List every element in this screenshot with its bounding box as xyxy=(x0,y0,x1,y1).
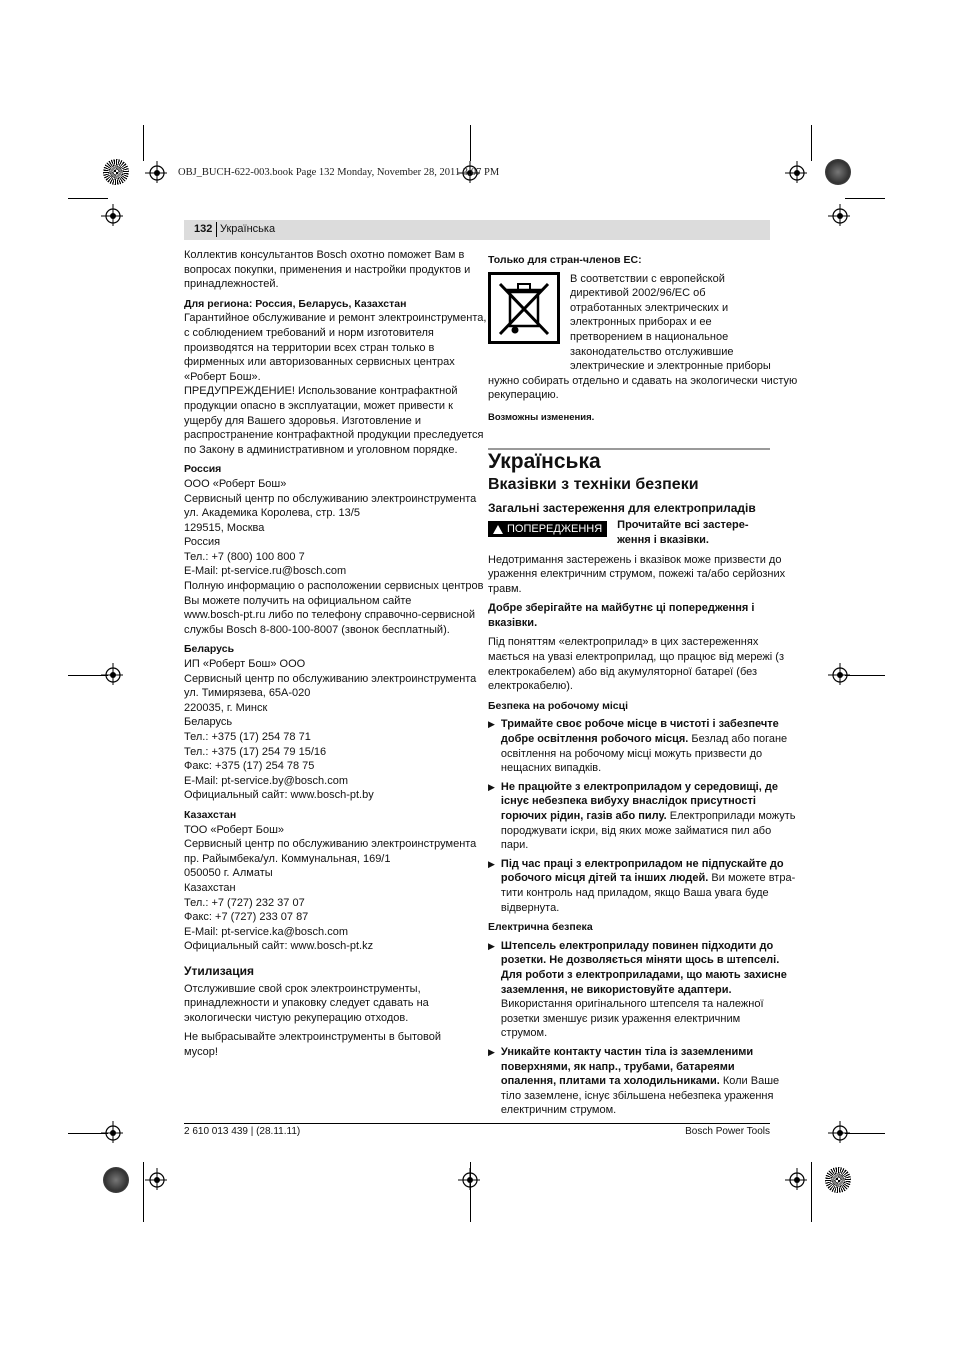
kazakhstan-address: ТОО «Роберт Бош» Сервисный центр по обслуживанию электроинструмента пр. Райымбека/ул. Коммунальная, 169/1 050050 г. Алматы Казахстан Тел.: +7 (727) 232 37 07 Факс: +7 (727) 233 07 87 E-Mail: pt-service.ka@bosch.com Официальный сайт: www.bosch-pt.kz xyxy=(184,823,477,953)
counterfeit-warning: ПРЕДУПРЕЖДЕНИЕ! Использование контрафактной продукции опасно в эксплуатации, может привести к ущербу для Вашего здоровья. Изготовление и распространение контрафактной продукции преследуется по Закону в административном и уголовном порядке. xyxy=(184,385,484,456)
belarus-address: ИП «Роберт Бош» ООО Сервисный центр по обслуживанию электроинструмента ул. Тимирязева, 65А-020 220035, г. Минск Беларусь Тел.: +375 (17) 254 78 71 Тел.: +375 (17) 254 79 15/16 Факс: +375 (17) 254 78 75 E-Mail: pt-service.by@bosch.com Официальный сайт: www.bosch-pt.by xyxy=(184,658,477,802)
footer-brand: Bosch Power Tools xyxy=(685,1126,770,1137)
crop-line xyxy=(68,198,108,199)
crop-line xyxy=(143,1162,144,1222)
disposal-heading: Утилизация xyxy=(184,963,254,978)
crop-line xyxy=(811,125,812,161)
region-heading: Для региона: Россия, Беларусь, Казахстан xyxy=(184,297,407,310)
changes-note: Возможны изменения. xyxy=(488,411,595,423)
header-separator xyxy=(216,222,217,237)
bullet-arrow-icon: ▶ xyxy=(488,781,495,792)
bullet-item: ▶ Під час праці з електроприладом не підпускайте до робочого місця дітей та інших людей. Ви можете втра- тити контроль над приладом, якщо Ваша увага буде відвернута. xyxy=(488,857,796,914)
paragraph-1: Недотримання застережень і вказівок може призвести до ураження електричним струмом, пожежі та/або серйозних травм. xyxy=(488,553,786,595)
kazakhstan-heading: Казахстан xyxy=(184,808,237,821)
safety-heading: Вказівки з техніки безпеки xyxy=(488,476,699,494)
bullet-item: ▶ Уникайте контакту частин тіла із заземленими поверхнями, як напр., трубами, батареями опалення, плитами та холодильниками. Коли Ваше тіло заземлене, існує збільшена небезпека ураження електричним струмом. xyxy=(488,1045,780,1117)
registration-mark-icon xyxy=(101,1121,123,1143)
registration-mark-icon xyxy=(145,1168,167,1190)
crop-line xyxy=(845,675,885,676)
crossed-bin-icon xyxy=(488,272,560,344)
registration-mark-icon xyxy=(828,1121,850,1143)
registration-mark-icon xyxy=(785,161,807,183)
registration-mark-icon xyxy=(101,204,123,226)
page-number: 132 xyxy=(194,223,213,235)
electrical-safety-heading: Електрична безпека xyxy=(488,921,593,934)
registration-mark-icon xyxy=(145,161,167,183)
weee-block xyxy=(488,272,770,374)
bullet-arrow-icon: ▶ xyxy=(488,1046,495,1057)
color-target-icon xyxy=(103,159,129,185)
header-language: Українська xyxy=(220,223,276,235)
warning-triangle-icon xyxy=(493,525,503,534)
disposal-paragraph: Отслужившие свой срок электроинструменты, принадлежности и упаковку следует сдавать на экологически чистую рекуперацию отходов. xyxy=(184,982,429,1024)
eu-rest-text: нужно собирать отдельно и сдавать на экологически чистую рекуперацию. xyxy=(488,374,798,402)
registration-mark-icon xyxy=(828,663,850,685)
russia-address: ООО «Роберт Бош» Сервисный центр по обслуживанию электроинструмента ул. Академика Королева, стр. 13/5 129515, Москва Россия Тел.: +7 (800) 100 800 7 E-Mail: pt-service.ru@bosch.com Полную информацию о расположении сервисных центров Вы можете получить на официальном сайте www.bosch-pt.ru либо по телефону справочно-сервисной службы Bosch 8-800-100-8007 (звонок бесплатный). xyxy=(184,477,484,636)
eu-heading: Только для стран-членов ЕС: xyxy=(488,254,642,266)
region-paragraph: Гарантийное обслуживание и ремонт электроинструмента, с соблюдением требований и норм изготовителя производятся на территории всех стран только в фирменных или авторизованных сервисных центрах «Роберт Бош». xyxy=(184,312,487,383)
right-column xyxy=(488,248,798,1118)
bullet-arrow-icon: ▶ xyxy=(488,858,495,869)
russia-heading: Россия xyxy=(184,463,222,476)
color-target-icon xyxy=(825,159,851,185)
registration-mark-icon xyxy=(785,1168,807,1190)
left-column xyxy=(184,248,487,1059)
warning-badge-text: Прочитайте всі застере- ження і вказівки. xyxy=(617,519,749,546)
registration-mark-icon xyxy=(101,663,123,685)
warning-badge: ПОПЕРЕДЖЕННЯ xyxy=(488,521,607,537)
footer-rule xyxy=(184,1123,770,1124)
disposal-note: Не выбрасывайте электроинструменты в бытовой мусор! xyxy=(184,1031,442,1058)
intro-paragraph: Коллектив консультантов Bosch охотно поможет Вам в вопросах покупки, применения и настройки продуктов и принадлежностей. xyxy=(184,249,471,291)
bullet-item: ▶ Штепсель електроприладу повинен підходити до розетки. Не дозволяється міняти щось в штепселі. Для роботи з електроприладами, що мають захисне заземлення, не використовуйте адаптери. Використання оригінального штепселя та належної розетки зменшує ризик ураження електричним струмом. xyxy=(488,939,787,1040)
footer-doc-number: 2 610 013 439 | (28.11.11) xyxy=(184,1126,301,1137)
page-header-bar xyxy=(184,220,770,240)
crop-line xyxy=(845,198,885,199)
bullet-arrow-icon: ▶ xyxy=(488,719,495,730)
color-target-icon xyxy=(103,1167,129,1193)
general-warnings-heading: Загальні застереження для електроприладів xyxy=(488,500,756,515)
eu-side-text: В соответствии с европейской директивой 2002/96/ЕС об отработанных электрических и электронных приборах и ее претворением в национальное законодательство отслужившие электрические и электронные приборы xyxy=(570,272,771,373)
paragraph-2: Добре зберігайте на майбутнє ці попередження і вказівки. xyxy=(488,602,755,629)
color-target-icon xyxy=(825,1167,851,1193)
crop-line xyxy=(470,125,471,161)
crop-line xyxy=(845,1133,885,1134)
registration-mark-icon xyxy=(828,204,850,226)
bullet-arrow-icon: ▶ xyxy=(488,940,495,951)
workplace-heading: Безпека на робочому місці xyxy=(488,699,629,712)
section-title: Українська xyxy=(488,448,770,470)
belarus-heading: Беларусь xyxy=(184,643,235,656)
bullet-item: ▶ Не працюйте з електроприладом у середовищі, де існує небезпека вибуху внаслідок присутності горючих рідин, газів або пилу. Електроприлади можуть породжувати іскри, від яких може займатися пил або пари. xyxy=(488,780,796,852)
print-slug: OBJ_BUCH-622-003.book Page 132 Monday, November 28, 2011 3:07 PM xyxy=(178,167,500,178)
registration-mark-icon xyxy=(458,1168,480,1190)
crop-line xyxy=(811,1162,812,1222)
bullet-item: ▶ Тримайте своє робоче місце в чистоті і забезпечте добре освітлення робочого місця. Безлад або погане освітлення на робочому місці можуть призвести до нещасних випадків. xyxy=(488,718,788,775)
crop-line xyxy=(143,125,144,161)
warning-row xyxy=(488,518,770,547)
paragraph-3: Під поняттям «електроприлад» в цих застереженнях мається на увазі електроприлад, що працює від мережі (з електрокабелем) або від акумуляторної батареї (без електрокабелю). xyxy=(488,636,784,693)
